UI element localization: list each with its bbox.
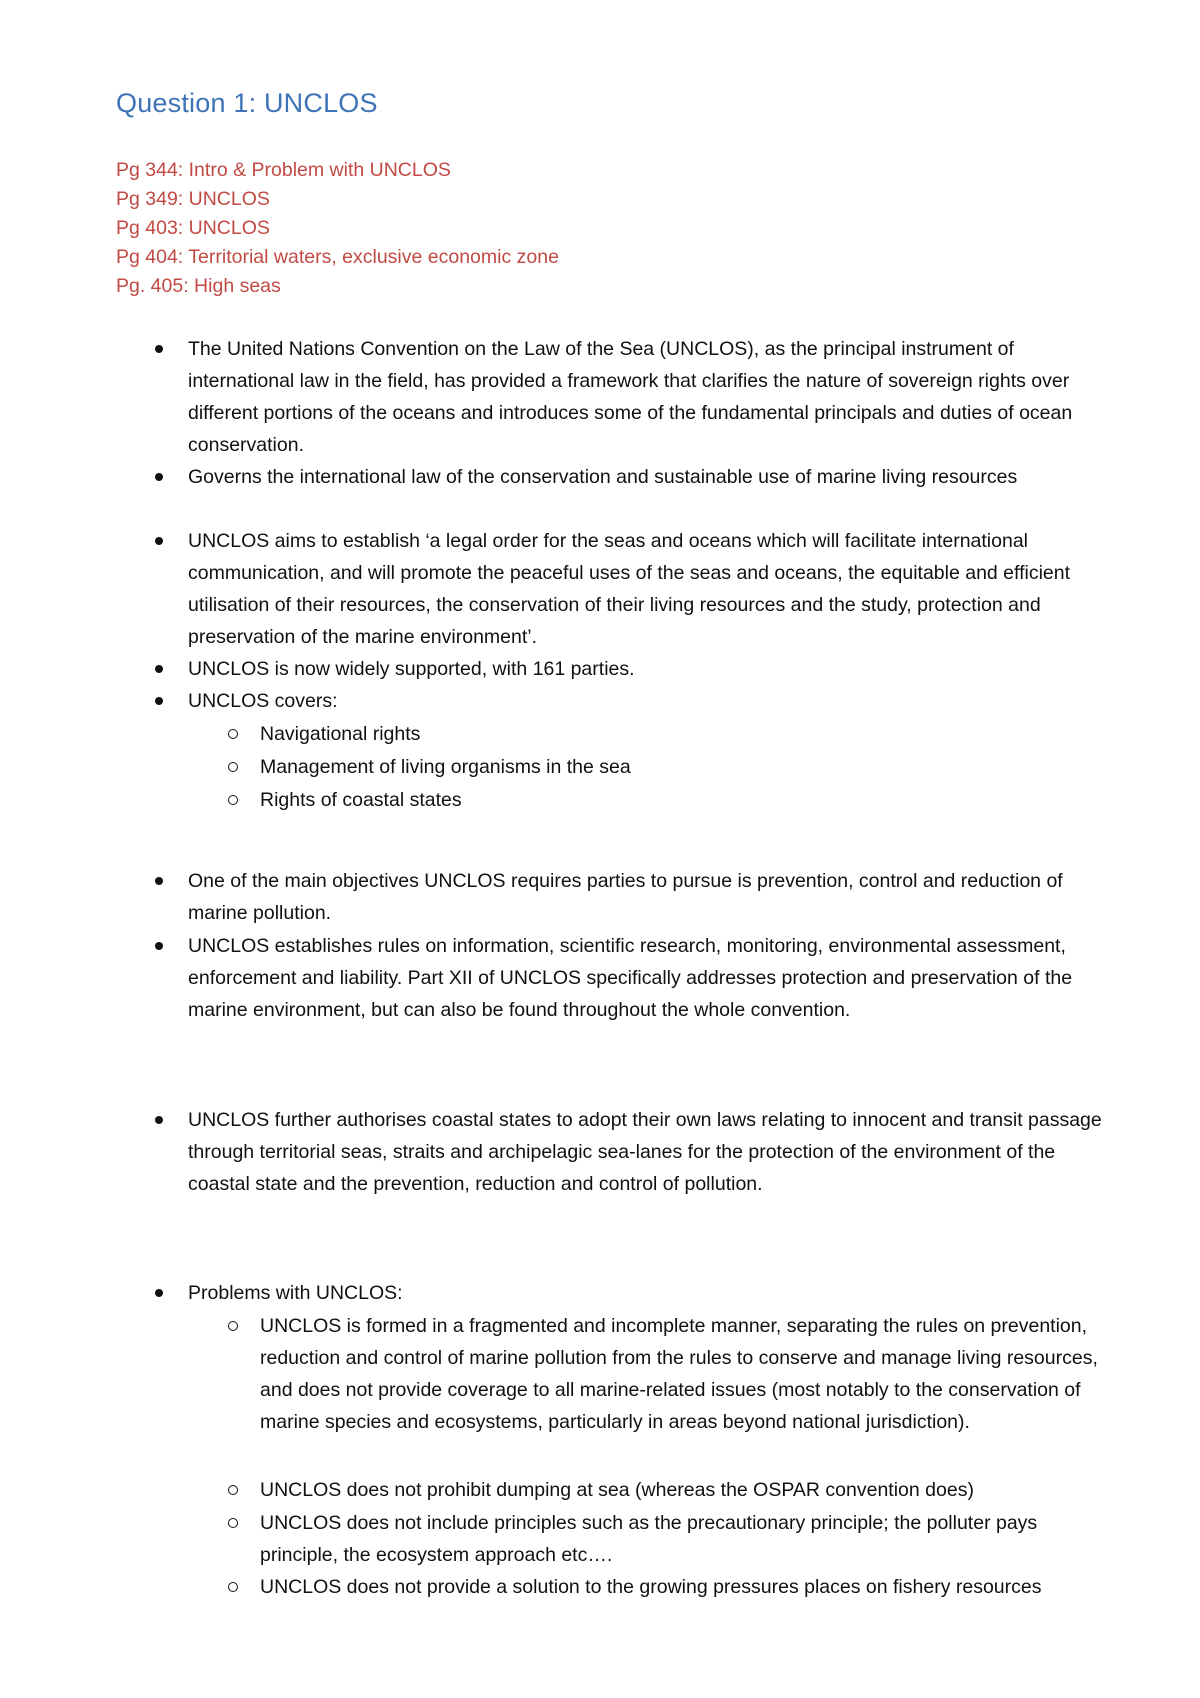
circle-bullet-icon (228, 1582, 238, 1592)
bullet-text: UNCLOS aims to establish ‘a legal order for the seas and oceans which will facilitate international communication, and will promote the peaceful uses of the seas and oceans, the equitable and efficient utilisation of their resources, the conservation of their living resources and the study, protection and preservation of the marine environment’. (188, 530, 1071, 648)
bullet-icon (155, 942, 163, 950)
sub-item (260, 1474, 1110, 1506)
sub-item-text: UNCLOS is formed in a fragmented and incomplete manner, separating the rules on prevention, reduction and control of marine pollution from the rules to conserve and manage living resources, and does not provide coverage to all marine-related issues (most notably to the conservation of marine species and ecosystems, particularly in areas beyond national jurisdiction). (260, 1315, 1098, 1433)
bullet-text: UNCLOS establishes rules on information, scientific research, monitoring, environmental assessment, enforcement and liability. Part XII of UNCLOS specifically addresses protection and preservation of the marine environment, but can also be found throughout the whole convention. (188, 935, 1073, 1021)
circle-bullet-icon (228, 1485, 238, 1495)
bullet-text: The United Nations Convention on the Law of the Sea (UNCLOS), as the principal instrument of international law in the field, has provided a framework that clarifies the nature of sovereign rights over different portions of the oceans and introduces some of the fundamental principals and duties of ocean conservation. (188, 338, 1073, 456)
bullet-item (188, 461, 1108, 493)
sub-item (260, 1571, 1110, 1603)
sub-item (260, 1507, 1110, 1571)
page-reference: Pg 404: Territorial waters, exclusive economic zone (116, 246, 559, 268)
sub-item-text: UNCLOS does not include principles such as the precautionary principle; the polluter pays principle, the ecosystem approach etc…. (260, 1512, 1038, 1566)
circle-bullet-icon (228, 762, 238, 772)
bullet-item (188, 1277, 1108, 1309)
circle-bullet-icon (228, 1321, 238, 1331)
bullet-item (188, 653, 1108, 685)
sub-item-text: Navigational rights (260, 723, 421, 745)
bullet-item (188, 333, 1108, 461)
bullet-text: Governs the international law of the conservation and sustainable use of marine living resources (188, 466, 1018, 488)
sub-item-text: Rights of coastal states (260, 789, 462, 811)
circle-bullet-icon (228, 729, 238, 739)
bullet-icon (155, 877, 163, 885)
page-reference: Pg 403: UNCLOS (116, 217, 270, 239)
bullet-item (188, 685, 1108, 717)
bullet-icon (155, 665, 163, 673)
sub-item-text: UNCLOS does not provide a solution to the growing pressures places on fishery resources (260, 1576, 1042, 1598)
sub-item-text: UNCLOS does not prohibit dumping at sea (whereas the OSPAR convention does) (260, 1479, 974, 1501)
page-reference: Pg. 405: High seas (116, 275, 281, 297)
sub-item-text: Management of living organisms in the sea (260, 756, 631, 778)
sub-item (260, 718, 1110, 750)
bullet-text: UNCLOS is now widely supported, with 161 parties. (188, 658, 635, 680)
sub-item (260, 784, 1110, 816)
sub-item (260, 751, 1110, 783)
bullet-item (188, 930, 1108, 1026)
bullet-text: Problems with UNCLOS: (188, 1282, 403, 1304)
bullet-icon (155, 473, 163, 481)
bullet-text: One of the main objectives UNCLOS requires parties to pursue is prevention, control and reduction of marine pollution. (188, 870, 1063, 924)
page-reference: Pg 349: UNCLOS (116, 188, 270, 210)
bullet-icon (155, 1289, 163, 1297)
circle-bullet-icon (228, 1518, 238, 1528)
bullet-icon (155, 697, 163, 705)
page-title: Question 1: UNCLOS (116, 88, 378, 118)
bullet-text: UNCLOS covers: (188, 690, 338, 712)
circle-bullet-icon (228, 795, 238, 805)
bullet-item (188, 865, 1108, 929)
bullet-item (188, 525, 1108, 653)
bullet-icon (155, 1116, 163, 1124)
page-references (116, 156, 559, 301)
page-reference: Pg 344: Intro & Problem with UNCLOS (116, 159, 451, 181)
sub-item (260, 1310, 1110, 1438)
bullet-text: UNCLOS further authorises coastal states to adopt their own laws relating to innocent and transit passage through territorial seas, straits and archipelagic sea-lanes for the protection of the environment of the coastal state and the prevention, reduction and control of pollution. (188, 1109, 1102, 1195)
bullet-item (188, 1104, 1108, 1200)
bullet-icon (155, 345, 163, 353)
bullet-icon (155, 537, 163, 545)
